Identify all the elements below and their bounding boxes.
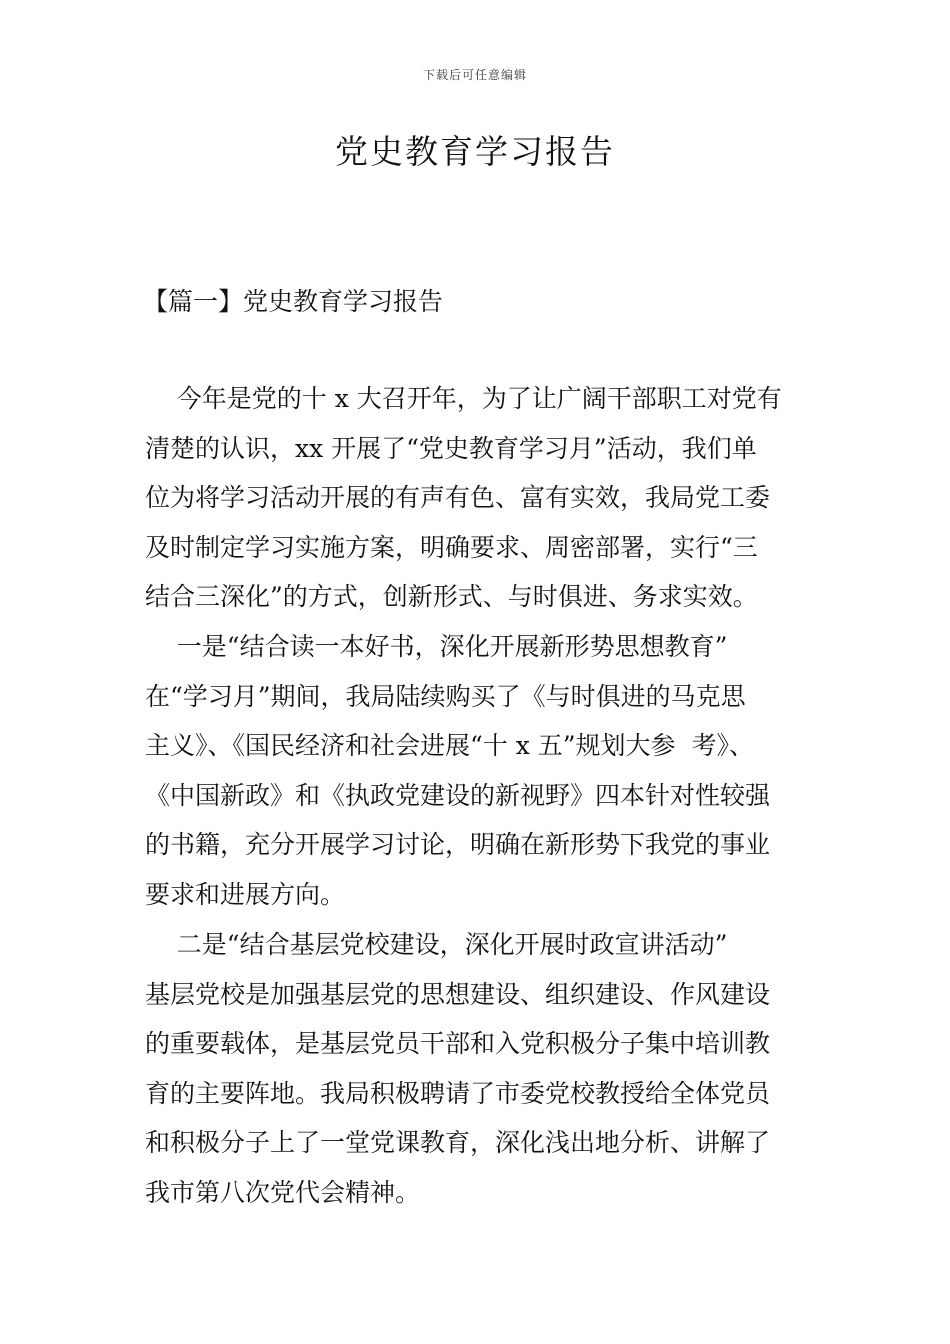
paragraph-line: 今年是党的十 x 大召开年，为了让广阔干部职工对党有 bbox=[145, 384, 782, 413]
paragraph-3 bbox=[145, 920, 825, 1218]
page-header-note: 下载后可任意编辑 bbox=[422, 68, 527, 82]
paragraph-line: 结合三深化”的方式，创新形式、与时俱进、务求实效。 bbox=[145, 582, 758, 612]
section-heading: 【篇一】党史教育学习报告 bbox=[143, 287, 444, 316]
paragraph-line: 及时制定学习实施方案，明确要求、周密部署，实行“三 bbox=[145, 532, 758, 562]
paragraph-line: 要求和进展方向。 bbox=[145, 879, 346, 909]
paragraph-line: 基层党校是加强基层党的思想建设、组织建设、作风建设 bbox=[145, 979, 771, 1009]
paragraph-line: 位为将学习活动开展的有声有色、富有实效，我局党工委 bbox=[145, 483, 771, 513]
paragraph-2 bbox=[145, 622, 825, 920]
paragraph-line: 一是“结合读一本好书，深化开展新形势思想教育” bbox=[145, 632, 728, 661]
paragraph-line: 育的主要阵地。我局积极聘请了市委党校教授给全体党员 bbox=[145, 1078, 771, 1108]
paragraph-line: 的书籍，充分开展学习讨论，明确在新形势下我党的事业 bbox=[145, 830, 771, 860]
paragraph-line: 的重要载体，是基层党员干部和入党积极分子集中培训教 bbox=[145, 1029, 771, 1059]
paragraph-1 bbox=[145, 374, 825, 622]
paragraph-line: 和积极分子上了一堂党课教育，深化浅出地分析、讲解了 bbox=[145, 1128, 771, 1158]
document-title: 党史教育学习报告 bbox=[335, 132, 615, 171]
paragraph-line: 二是“结合基层党校建设，深化开展时政宣讲活动” bbox=[145, 930, 728, 959]
paragraph-line: 在“学习月”期间，我局陆续购买了《与时俱进的马克思 bbox=[145, 681, 746, 711]
paragraph-line: 我市第八次党代会精神。 bbox=[145, 1177, 421, 1207]
paragraph-line: 清楚的认识，xx 开展了“党史教育学习月”活动，我们单 bbox=[145, 433, 757, 463]
paragraph-line: 《中国新政》和《执政党建设的新视野》四本针对性较强 bbox=[145, 780, 771, 810]
paragraph-line: 主义》、《国民经济和社会进展“十 x 五”规划大参 考》、 bbox=[145, 731, 754, 761]
